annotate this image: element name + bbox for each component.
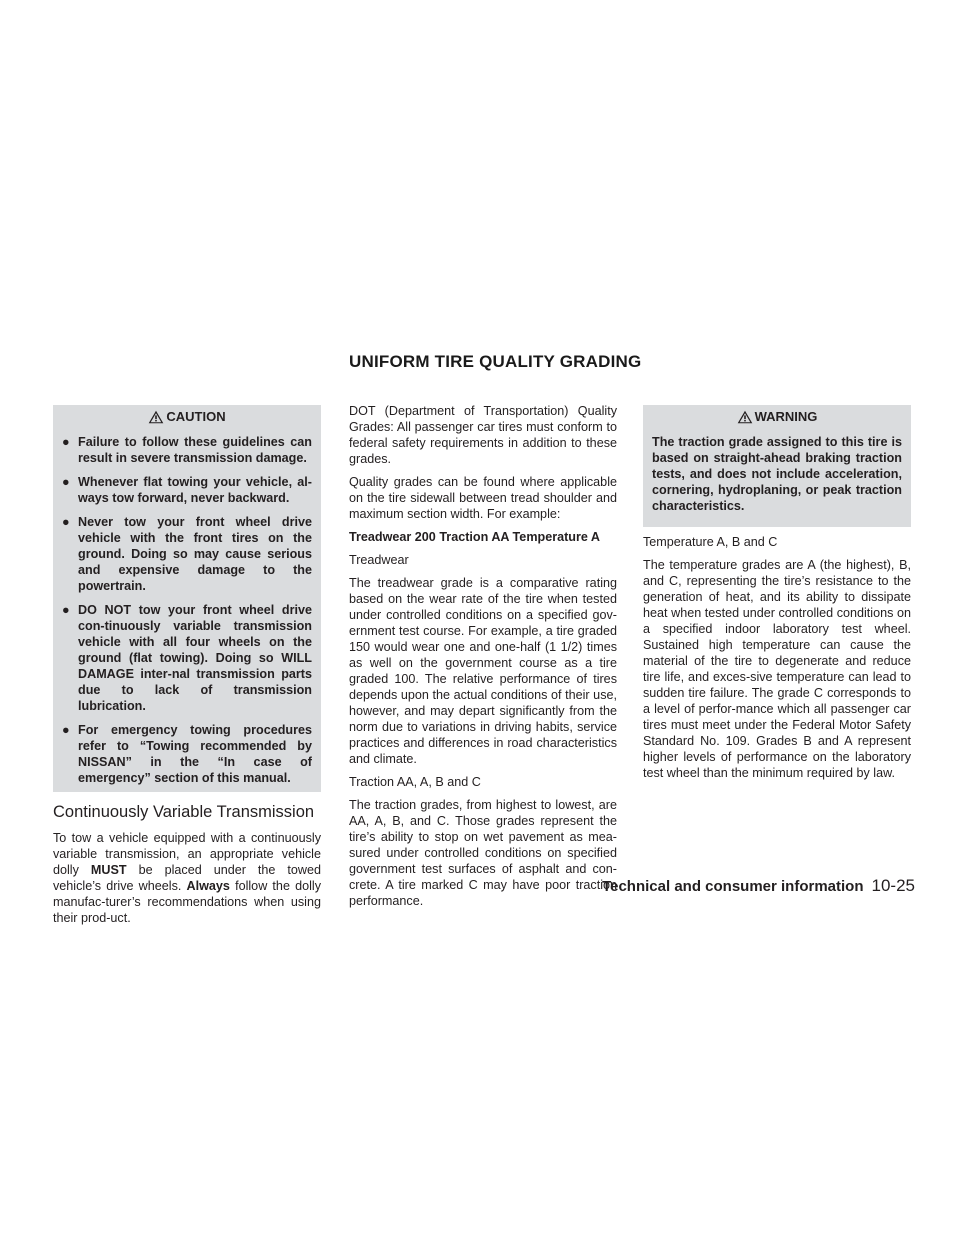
treadwear-paragraph: The treadwear grade is a comparative rating based on the wear rate of the tire when tested under controlled conditions on a specified gov-ernment test course. For example, a tire graded 150 would wear one and one-half (1 1/2) times as well on the government course as a tire graded 100. The relative performance of tires depends upon the actual conditions of their use, however, and may depart significantly from the norm due to variations in driving habits, service practices and differences in road characteristics and climate. [349,576,617,766]
warning-box [643,405,911,527]
caution-box [53,405,321,792]
page-footer [602,876,915,896]
bullet: ● [62,603,70,617]
caution-item [62,434,312,466]
column-left [53,405,321,933]
footer-title: Technical and consumer information [602,878,864,895]
cvt-must: MUST [90,863,127,877]
temperature-paragraph: The temperature grades are A (the highest), B, and C, representing the tire’s resistance to the generation of heat, and its ability to dissipate heat when tested under controlled conditions on a specified indoor laboratory test wheel. Sustained high temperature can cause the material of the tire to degenerate and reduce tire life, and exces-sive temperature can lead to sudden tire failure. The grade C corresponds to a level of perfor-mance which all passenger car tires must meet under the Federal Motor Safety Standard No. 109. Grades B and A represent higher levels of performance on the laboratory test wheel than the minimum required by law. [643,558,911,780]
cvt-text-3: follow the dolly manufac-turer’s recommendations when using their prod-uct. [53,879,321,925]
temperature-label: Temperature A, B and C [643,535,778,549]
caution-item-text: DO NOT tow your front wheel drive con-tinuously variable transmission vehicle with all four wheels on the ground (flat towing). Doing so WILL DAMAGE inter-nal transmission parts due to lack of transmission lubrication. [78,603,312,713]
traction-paragraph: The traction grades, from highest to lowest, are AA, A, B, and C. Those grades represent the tire’s ability to stop on wet pavement as mea-sured under controlled conditions on specified government test surfaces of asphalt and con-crete. A tire marked C may have poor traction performance. [349,798,617,908]
bullet: ● [62,515,70,529]
caution-title-row [62,408,312,426]
caution-item [62,722,312,786]
dot-paragraph: DOT (Department of Transportation) Quality Grades: All passenger car tires must conform to federal safety requirements in addition to these grades. [349,404,617,466]
warning-text: The traction grade assigned to this tire is based on straight-ahead braking traction tests, and does not include acceleration, cornering, hydroplaning, or peak traction characteristics. [652,435,902,513]
location-paragraph: Quality grades can be found where applicable on the tire sidewall between tread shoulder and maximum section width. For example: [349,475,617,521]
cvt-heading: Continuously Variable Transmission [53,803,315,821]
caution-item [62,474,312,506]
column-middle [349,403,617,916]
section-heading: UNIFORM TIRE QUALITY GRADING [349,352,642,371]
traction-label: Traction AA, A, B and C [349,775,481,789]
warning-title-row [652,408,902,426]
cvt-always: Always [186,879,230,893]
warning-triangle-icon [148,410,164,424]
bullet: ● [62,475,70,489]
warning-triangle-icon [737,410,753,424]
caution-item [62,514,312,594]
example-grade: Treadwear 200 Traction AA Temperature A [349,530,601,544]
cvt-text-2: be placed under the towed vehicle’s drive wheels. [53,863,322,893]
warning-title: WARNING [754,409,818,424]
caution-list [62,434,312,786]
column-right [643,405,911,788]
page-number: 10-25 [871,876,915,895]
bullet: ● [62,435,70,449]
cvt-paragraph [53,830,321,926]
bullet: ● [62,723,70,737]
caution-title: CAUTION [166,409,226,424]
caution-item-text: Whenever flat towing your vehicle, al-ways tow forward, never backward. [78,475,312,505]
caution-item-text: For emergency towing procedures refer to “Towing recommended by NISSAN” in the “In case of emergency” section of this manual. [78,723,312,785]
caution-item [62,602,312,714]
caution-item-text: Never tow your front wheel drive vehicle with the front tires on the ground. Doing so may cause serious and expensive damage to the powertrain. [78,515,312,593]
cvt-text-1: To tow a vehicle equipped with a continuously variable transmission, an appropriate vehicle dolly [53,831,321,877]
caution-item-text: Failure to follow these guidelines can result in severe transmission damage. [78,435,312,465]
treadwear-label: Treadwear [349,553,409,567]
